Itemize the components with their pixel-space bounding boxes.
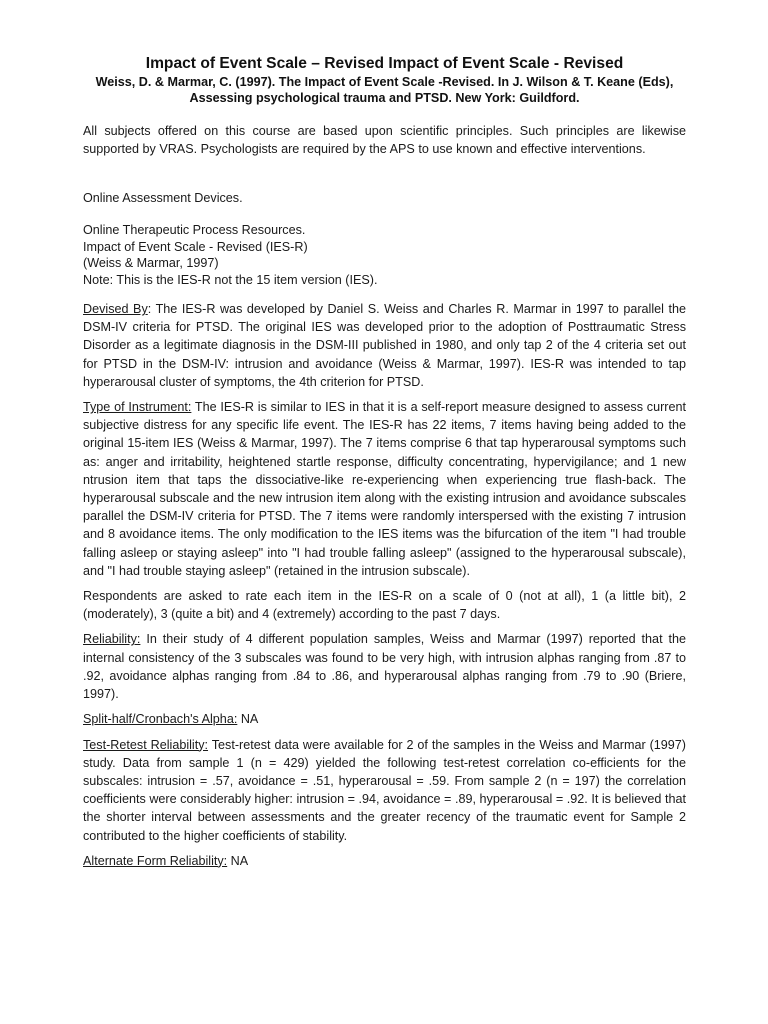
therapeutic-line: Note: This is the IES-R not the 15 item version (IES). <box>83 272 378 287</box>
devised-by-label: Devised By <box>83 302 148 317</box>
type-of-instrument-label: Type of Instrument: <box>83 400 192 415</box>
reliability-text: In their study of 4 different population samples, Weiss and Marmar (1997) reported that the internal consistency of the 3 subscales was found to be very high, with intrusion alphas ranging from .87 to .92, avoidance alphas ranging from .84 to .86, and hyperarousal alphas ranging from .79 to .90 (Briere, 1997). <box>83 632 686 702</box>
therapeutic-line: Impact of Event Scale - Revised (IES-R) <box>83 239 308 254</box>
document-title: Impact of Event Scale – Revised Impact of Event Scale - Revised <box>145 55 624 72</box>
type-of-instrument-section <box>83 398 686 580</box>
reliability-section <box>83 630 686 703</box>
devised-by-text: : The IES-R was developed by Daniel S. Weiss and Charles R. Marmar in 1997 to parallel the DSM-IV criteria for PTSD. The original IES was developed prior to the adoption of Posttraumatic Stress Disorder as a legitimate diagnosis in the DSM-III published in 1980, and only tap 2 of the 4 criteria set out for PTSD in the DSM-IV: intrusion and avoidance (Weiss & Marmar, 1997). IES-R was intended to tap hyperarousal cluster of symptoms, the 4th criterion for PTSD. <box>83 302 686 389</box>
type-of-instrument-text: The IES-R is similar to IES in that it is a self-report measure designed to assess current subjective distress for any specific life event. The IES-R has 22 items, 7 items having being added to the original 15-item IES (Weiss & Marmar, 1997). The 7 items comprise 6 that tap hyperarousal symptoms such as: anger and irritability, heightened startle response, difficulty concentrating, hypervigilance; and 1 new ntrusion item that taps the dissociative-like re-experiencing when experiencing true flash-back. The hyperarousal subscale and the new intrusion item along with the existing intrusion and avoidance subscales parallel the DSM-IV criteria for PTSD. The 7 items were randomly interspersed with the existing 7 intrusion and 8 avoidance items. The only modification to the IES items was the bifurcation of the item "I had trouble falling asleep or staying asleep" into "I had trouble falling asleep" (assigned to the hyperarousal subscale), and "I had trouble staying asleep" (retained in the intrusion subscale). <box>83 400 686 578</box>
reliability-label: Reliability: <box>83 632 141 647</box>
intro-paragraph: All subjects offered on this course are based upon scientific principles. Such principles are likewise supported by VRAS. Psychologists are required by the APS to use known and effective interventions. <box>83 124 686 156</box>
devised-by-section <box>83 300 686 391</box>
therapeutic-resources-block <box>83 222 686 288</box>
split-half-label: Split-half/Cronbach's Alpha: <box>83 712 238 727</box>
split-half-text: NA <box>237 712 259 727</box>
respondents-paragraph: Respondents are asked to rate each item in the IES-R on a scale of 0 (not at all), 1 (a little bit), 2 (moderately), 3 (quite a bit) and 4 (extremely) according to the past 7 days. <box>83 589 686 622</box>
therapeutic-line: Online Therapeutic Process Resources. <box>83 223 306 238</box>
test-retest-label: Test-Retest Reliability: <box>83 737 209 752</box>
split-half-section <box>83 710 686 728</box>
reference-citation: Weiss, D. & Marmar, C. (1997). The Impact of Event Scale -Revised. In J. Wilson & T. Keane (Eds), Assessing psychological trauma and PTSD. New York: Guildford. <box>95 75 674 105</box>
alternate-form-section <box>83 852 686 870</box>
alternate-form-text: NA <box>227 853 249 868</box>
therapeutic-line: (Weiss & Marmar, 1997) <box>83 256 219 271</box>
test-retest-text: Test-retest data were available for 2 of the samples in the Weiss and Marmar (1997) study. Data from sample 1 (n = 429) yielded the following test-retest correlation co-efficients for the subscales: intrusion = .57, avoidance = .51, hyperarousal = .59. From sample 2 (n = 197) the correlation coefficients were considerably higher: intrusion = .94, avoidance = .89, hyperarousal = .92. It is believed that the shorter interval between assessments and the greater recency of the traumatic event for Sample 2 contributed to the higher coefficients of stability. <box>83 737 687 843</box>
alternate-form-label: Alternate Form Reliability: <box>83 853 228 868</box>
online-assessment-devices-line: Online Assessment Devices. <box>83 191 243 205</box>
test-retest-section <box>83 736 686 845</box>
